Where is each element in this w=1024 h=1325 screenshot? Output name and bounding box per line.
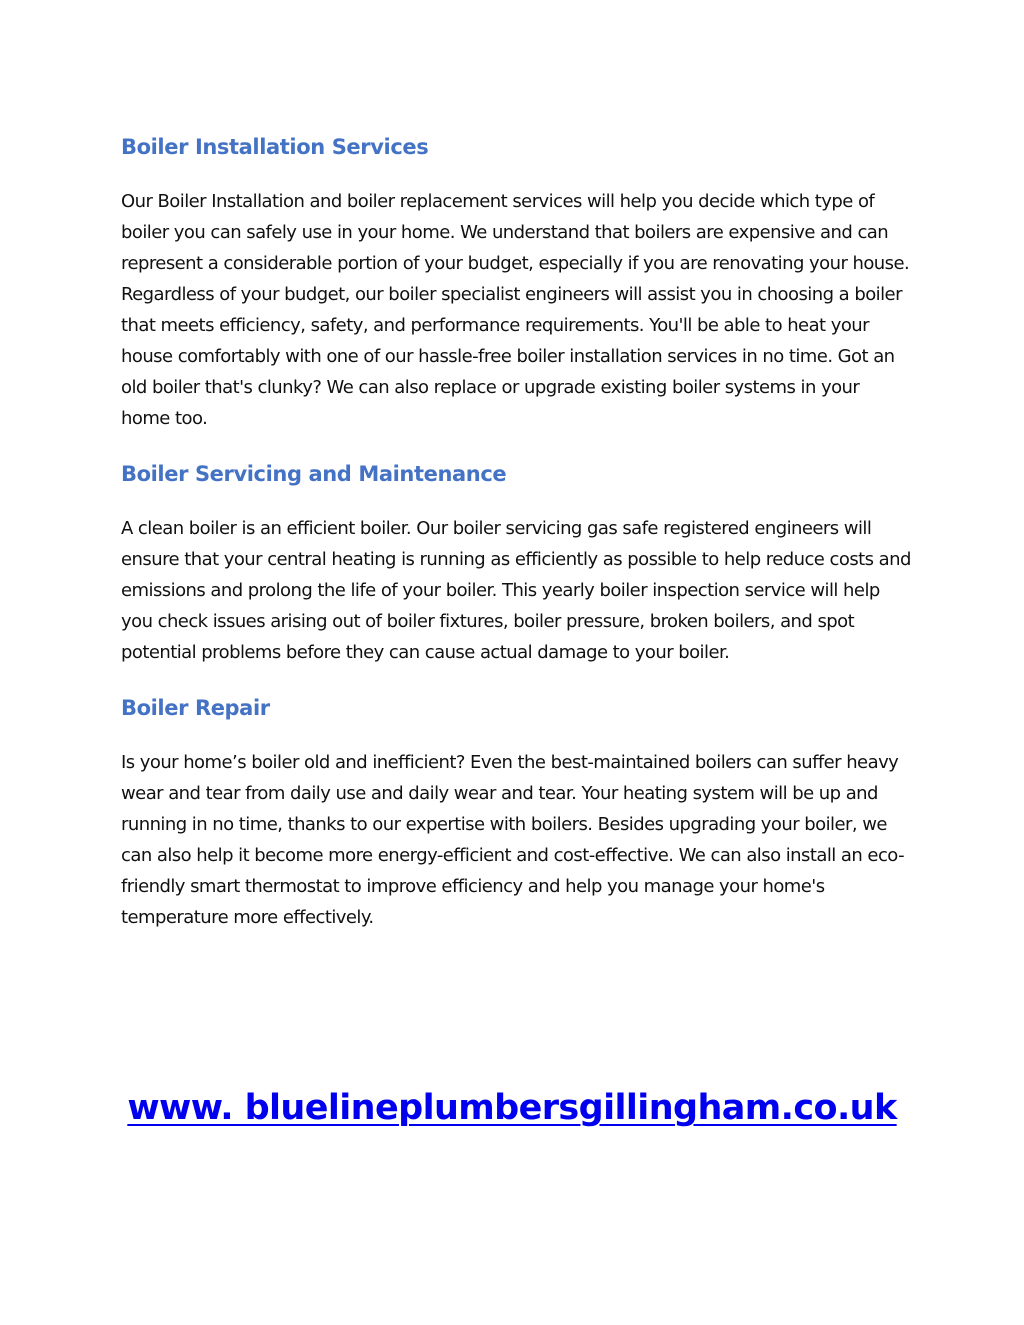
section-heading: Boiler Installation Services <box>121 135 429 159</box>
document-content <box>121 131 911 933</box>
section-heading: Boiler Servicing and Maintenance <box>121 462 507 486</box>
section-boiler-servicing <box>121 458 911 668</box>
website-link[interactable]: www. bluelineplumbersgillingham.co.uk <box>127 1088 897 1128</box>
website-footer <box>0 1082 1024 1134</box>
section-paragraph: Is your home’s boiler old and inefficient? Even the best-maintained boilers can suffer heavy wear and tear from daily use and daily wear and tear. Your heating system will be up and running in no time, thanks to our expertise with boilers. Besides upgrading your boiler, we can also help it become more energy-efficient and cost-effective. We can also install an eco-friendly smart thermostat to improve efficiency and help you manage your home's temperature more effectively. <box>121 752 905 928</box>
section-paragraph: Our Boiler Installation and boiler replacement services will help you decide which type of boiler you can safely use in your home. We understand that boilers are expensive and can represent a considerable portion of your budget, especially if you are renovating your house. Regardless of your budget, our boiler specialist engineers will assist you in choosing a boiler that meets efficiency, safety, and performance requirements. You'll be able to heat your house comfortably with one of our hassle-free boiler installation services in no time. Got an old boiler that's clunky? We can also replace or upgrade existing boiler systems in your home too. <box>121 191 910 429</box>
section-boiler-repair <box>121 692 911 933</box>
section-heading: Boiler Repair <box>121 696 270 720</box>
section-paragraph: A clean boiler is an efficient boiler. Our boiler servicing gas safe registered engineers will ensure that your central heating is running as efficiently as possible to help reduce costs and emissions and prolong the life of your boiler. This yearly boiler inspection service will help you check issues arising out of boiler fixtures, boiler pressure, broken boilers, and spot potential problems before they can cause actual damage to your boiler. <box>121 518 911 663</box>
section-boiler-installation <box>121 131 911 434</box>
